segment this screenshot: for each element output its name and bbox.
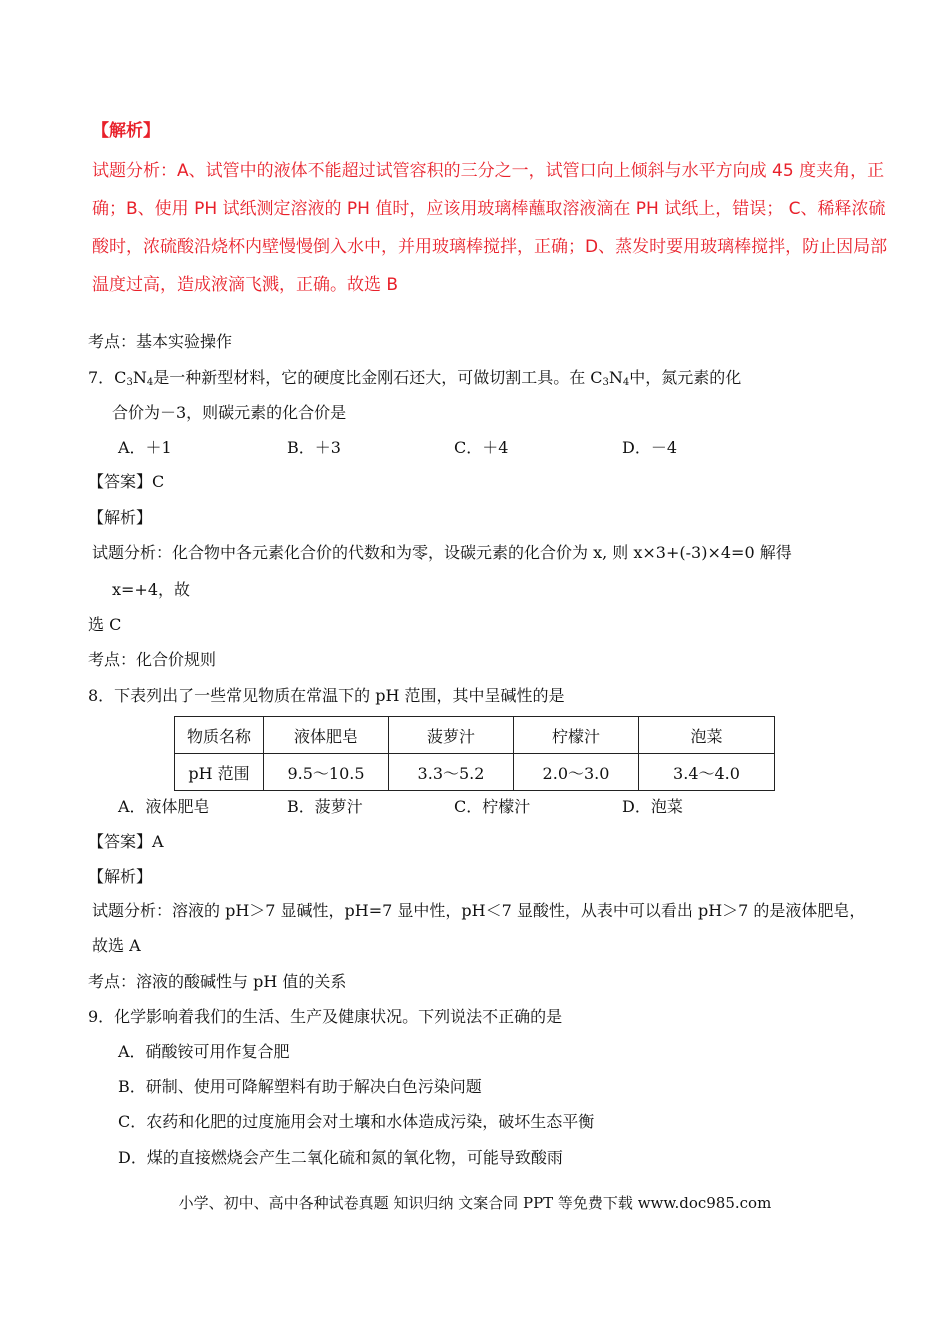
ph-table-value-row <box>175 754 775 791</box>
q8-analysis-1: 试题分析：溶液的 pH＞7 显碱性，pH=7 显中性，pH＜7 显酸性，从表中可以看出 pH＞7 的是液体肥皂， <box>92 901 866 920</box>
q8-option-b: B．菠萝汁 <box>287 797 363 816</box>
ph-table-cell: pH 范围 <box>175 754 264 791</box>
q9-option-b: B．研制、使用可降解塑料有助于解决白色污染问题 <box>118 1077 482 1096</box>
q8-option-d: D．泡菜 <box>622 797 683 816</box>
q9-stem: 9．化学影响着我们的生活、生产及健康状况。下列说法不正确的是 <box>88 1007 563 1026</box>
q8-option-a: A．液体肥皂 <box>118 797 210 816</box>
ph-table-cell: 9.5～10.5 <box>264 754 389 791</box>
ph-table-cell: 液体肥皂 <box>264 717 389 754</box>
ph-table-cell: 菠萝汁 <box>389 717 514 754</box>
ph-table-cell: 柠檬汁 <box>514 717 639 754</box>
q8-stem: 8．下表列出了一些常见物质在常温下的 pH 范围，其中呈碱性的是 <box>88 686 565 705</box>
analysis-line-4: 温度过高，造成液滴飞溅，正确。故选 B <box>92 275 399 295</box>
q7-analysis-1: 试题分析：化合物中各元素化合价的代数和为零，设碳元素的化合价为 x, 则 x×3+(-3)×4=0 解得 <box>92 543 792 562</box>
analysis-line-1: 试题分析：A、试管中的液体不能超过试管容积的三分之一，试管口向上倾斜与水平方向成 45 度夹角，正 <box>92 161 885 181</box>
q7-option-b: B．＋3 <box>287 438 341 457</box>
ph-table-cell: 物质名称 <box>175 717 264 754</box>
q8-analysis-2: 故选 A <box>92 936 141 955</box>
q7-analysis-3: 选 C <box>88 615 122 634</box>
analysis-heading: 【解析】 <box>92 121 160 141</box>
q8-kaodian: 考点：溶液的酸碱性与 pH 值的关系 <box>88 972 347 991</box>
q7-kaodian: 考点：化合价规则 <box>88 650 217 669</box>
q8-jiexi: 【解析】 <box>88 867 153 886</box>
q7-option-a: A．＋1 <box>118 438 172 457</box>
q8-answer: 【答案】A <box>88 832 164 851</box>
q9-option-d: D．煤的直接燃烧会产生二氧化硫和氮的氧化物，可能导致酸雨 <box>118 1148 563 1167</box>
q9-option-c: C．农药和化肥的过度施用会对土壤和水体造成污染，破坏生态平衡 <box>118 1112 595 1131</box>
q7-answer: 【答案】C <box>88 472 165 491</box>
q7-analysis-2: x=+4，故 <box>112 580 191 599</box>
kaodian-6: 考点：基本实验操作 <box>88 332 233 351</box>
q7-stem-line-2: 合价为－3，则碳元素的化合价是 <box>112 403 347 422</box>
q8-option-c: C．柠檬汁 <box>454 797 531 816</box>
ph-table-cell: 3.3～5.2 <box>389 754 514 791</box>
q7-option-c: C．＋4 <box>454 438 509 457</box>
q7-option-d: D．－4 <box>622 438 678 457</box>
page-footer: 小学、初中、高中各种试卷真题 知识归纳 文案合同 PPT 等免费下载 www.doc985.com <box>178 1194 772 1212</box>
ph-table-cell: 3.4～4.0 <box>639 754 775 791</box>
analysis-line-2: 确；B、使用 PH 试纸测定溶液的 PH 值时，应该用玻璃棒蘸取溶液滴在 PH 试纸上，错误； C、稀释浓硫 <box>92 199 886 219</box>
ph-table-header-row <box>175 717 775 754</box>
ph-table-cell: 泡菜 <box>639 717 775 754</box>
q7-jiexi: 【解析】 <box>88 508 153 527</box>
q9-option-a: A．硝酸铵可用作复合肥 <box>118 1042 290 1061</box>
q7-stem-line-1: 7．$C_3N_4$是一种新型材料，它的硬度比金刚石还大，可做切割工具。在 $C_3N_4$中，氮元素的化 <box>88 368 742 388</box>
ph-table <box>174 716 775 791</box>
ph-table-cell: 2.0～3.0 <box>514 754 639 791</box>
analysis-line-3: 酸时，浓硫酸沿烧杯内壁慢慢倒入水中，并用玻璃棒搅拌，正确；D、蒸发时要用玻璃棒搅拌，防止因局部 <box>92 237 888 257</box>
